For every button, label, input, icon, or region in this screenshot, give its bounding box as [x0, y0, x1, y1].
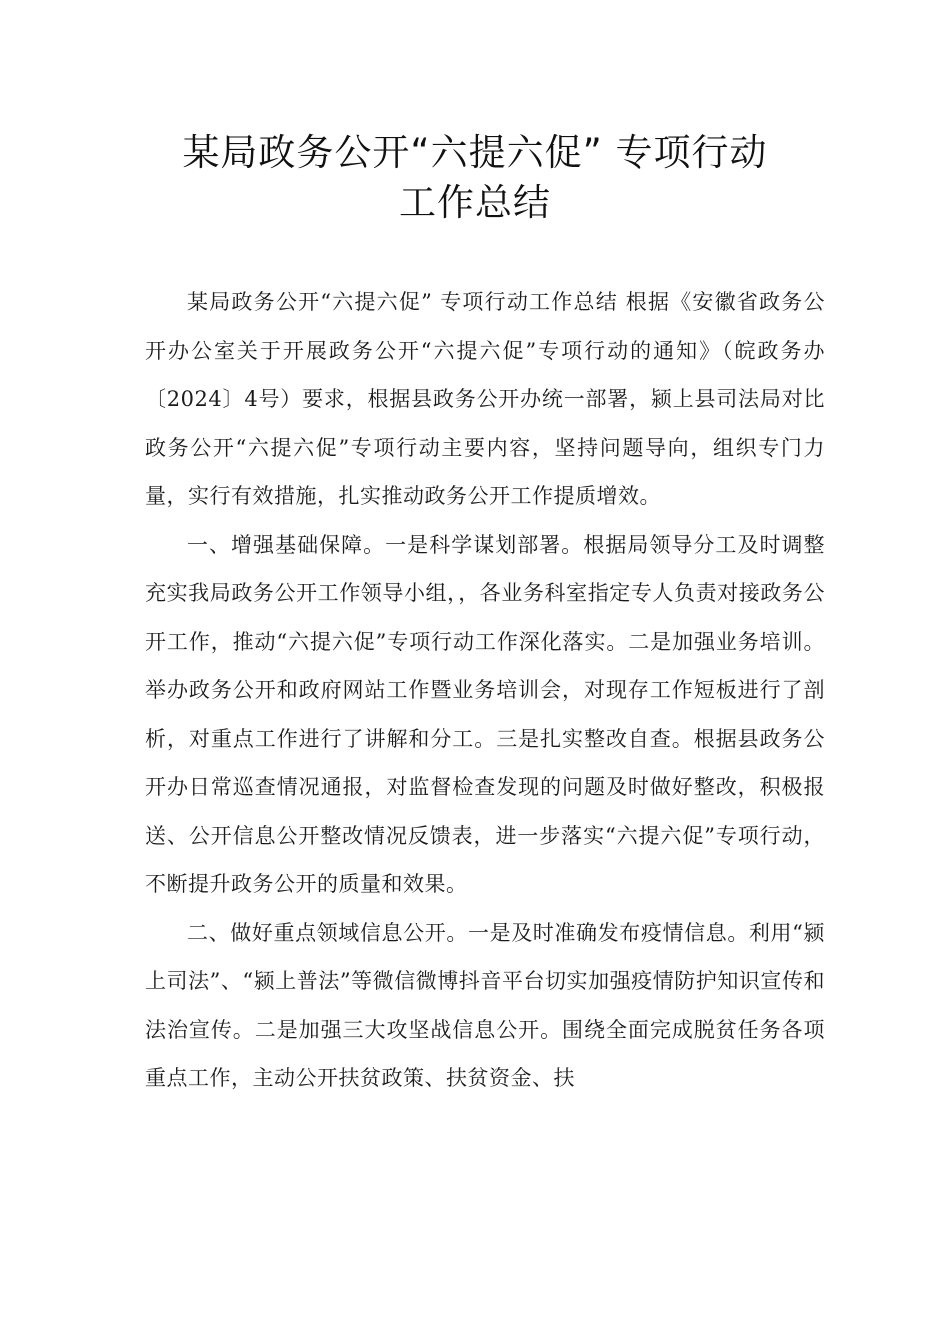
document-body [145, 278, 825, 1103]
paragraph-section-1: 一、增强基础保障。一是科学谋划部署。根据局领导分工及时调整充实我局政务公开工作领导小组，，各业务科室指定专人负责对接政务公开工作，推动“六提六促”专项行动工作深化落实。二是加强业务培训。举办政务公开和政府网站工作暨业务培训会，对现存工作短板进行了剖析，对重点工作进行了讲解和分工。三是扎实整改自查。根据县政务公开办日常巡查情况通报，对监督检查发现的问题及时做好整改，积极报送、公开信息公开整改情况反馈表，进一步落实“六提六促”专项行动，不断提升政务公开的质量和效果。 [145, 532, 825, 896]
paragraph-intro: 某局政务公开“六提六促” 专项行动工作总结 根据《安徽省政务公开办公室关于开展政务公开“六提六促”专项行动的通知》（皖政务办〔2024〕4号）要求，根据县政务公开办统一部署，颍上县司法局对比政务公开“六提六促”专项行动主要内容，坚持问题导向，组织专门力量，实行有效措施，扎实推动政务公开工作提质增效。 [145, 290, 825, 508]
title-line-2: 工作总结 [399, 181, 551, 224]
document-title [0, 128, 950, 228]
paragraph-section-2: 二、做好重点领域信息公开。一是及时准确发布疫情信息。利用“颍上司法”、“颍上普法”等微信微博抖音平台切实加强疫情防护知识宣传和法治宣传。二是加强三大攻坚战信息公开。围绕全面完成脱贫任务各项重点工作，主动公开扶贫政策、扶贫资金、扶 [145, 920, 825, 1090]
title-line-1: 某局政务公开“六提六促” 专项行动 [182, 131, 768, 174]
